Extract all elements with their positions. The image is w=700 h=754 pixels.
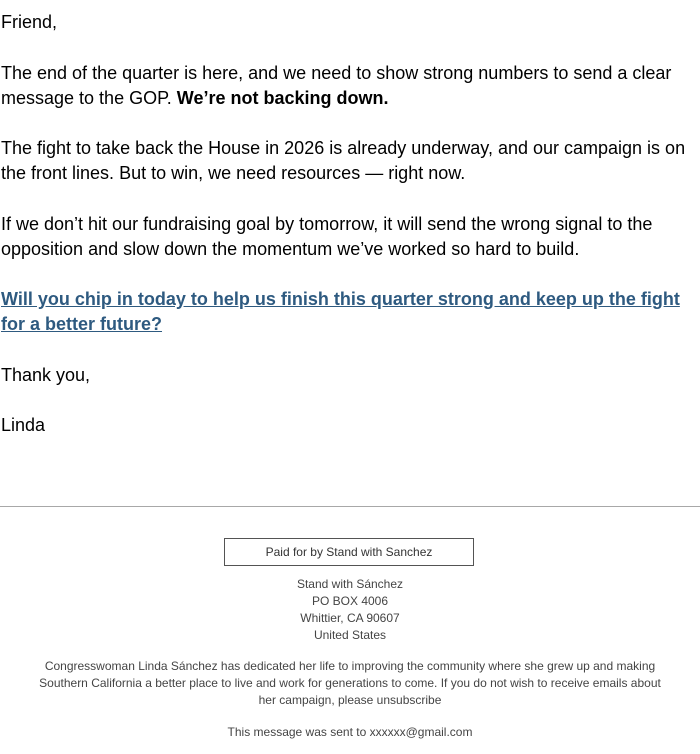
paragraph-fight: The fight to take back the House in 2026 is already underway, and our campaign is on the front lines. But to win, we need resources — right now.: [1, 138, 686, 183]
paragraph-quarter-bold: We’re not backing down.: [176, 88, 389, 108]
paid-for-box: Paid for by Stand with Sanchez: [224, 538, 474, 566]
greeting: Friend,: [1, 12, 58, 32]
sent-to-notice: This message was sent to xxxxxx@gmail.com: [227, 725, 473, 739]
paragraph-quarter: [1, 61, 691, 111]
address-city: Whittier, CA 90607: [300, 611, 400, 625]
address-po-box: PO BOX 4006: [311, 594, 389, 608]
paragraph-quarter-text: The end of the quarter is here, and we need to show strong numbers to send a clear message to the GOP.: [1, 63, 672, 108]
paragraph-goal: If we don’t hit our fundraising goal by tomorrow, it will send the wrong signal to the opposition and slow down the momentum we’ve worked so hard to build.: [1, 214, 653, 259]
cta-paragraph: [1, 287, 691, 337]
address-org: Stand with Sánchez: [296, 577, 404, 591]
mailing-address: [0, 576, 700, 644]
closing: Thank you,: [1, 365, 91, 385]
footer-disclaimer: Congresswoman Linda Sánchez has dedicated her life to improving the community where she grew up and making Southern California a better place to live and work for generations to come. If you do not wish to receive emails about her campaign, please unsubscribe: [39, 659, 661, 707]
footer-divider: [0, 506, 700, 507]
signature: Linda: [1, 415, 46, 435]
donate-cta-link[interactable]: Will you chip in today to help us finish this quarter strong and keep up the fight for a better future?: [1, 289, 680, 334]
address-country: United States: [313, 628, 387, 642]
